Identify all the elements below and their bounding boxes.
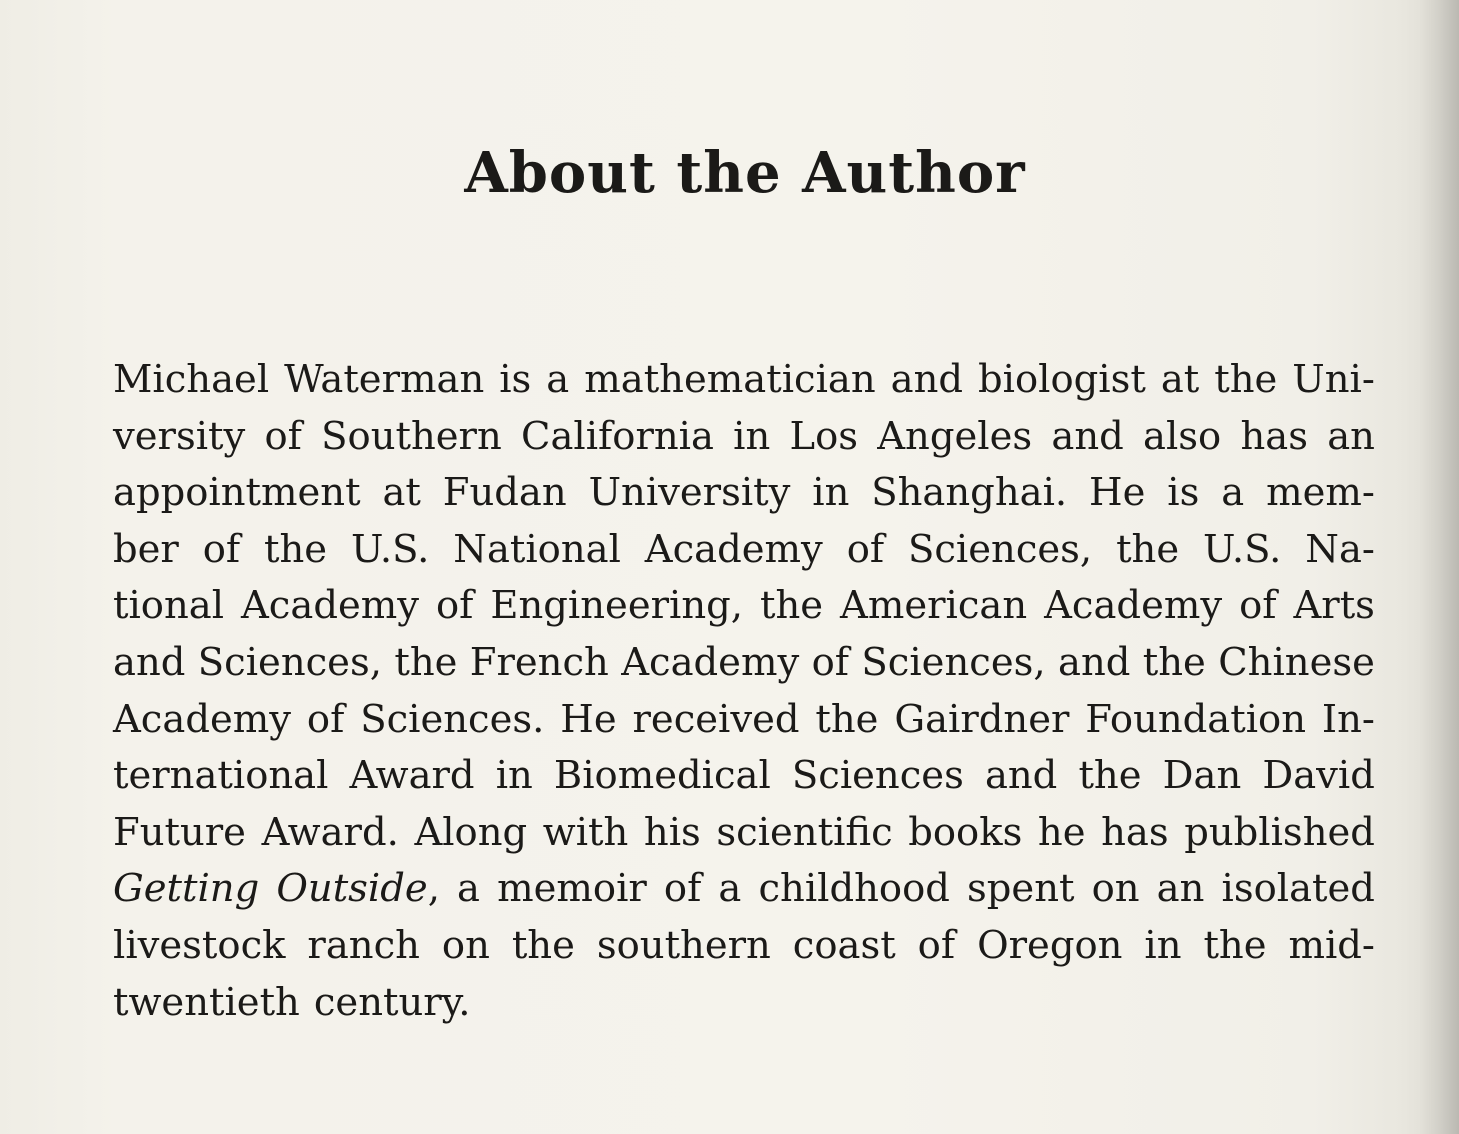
- bio-line: [113, 352, 1375, 409]
- bio-word: He: [560, 696, 617, 742]
- bio-line: [113, 975, 1375, 1032]
- bio-word: ber: [113, 526, 179, 572]
- bio-word: Los: [789, 413, 859, 459]
- bio-word: Na-: [1305, 526, 1375, 572]
- bio-word: of: [663, 866, 702, 912]
- bio-word: of: [846, 526, 885, 572]
- bio-word: at: [382, 470, 421, 516]
- bio-word: twentieth: [113, 979, 300, 1025]
- bio-word: at: [1160, 357, 1200, 402]
- bio-word: in: [495, 753, 533, 799]
- bio-word: mem-: [1266, 470, 1375, 516]
- bio-word: French: [469, 639, 609, 685]
- bio-word: Academy: [621, 639, 800, 685]
- bio-word: Academy: [1044, 583, 1223, 629]
- bio-word: Academy: [241, 583, 420, 629]
- bio-word: of: [202, 526, 241, 572]
- bio-word: livestock: [113, 922, 286, 968]
- bio-word: David: [1262, 753, 1375, 799]
- bio-word: the: [759, 583, 824, 629]
- bio-word: Engineering,: [490, 583, 744, 629]
- bio-word: a: [546, 357, 570, 402]
- bio-word: books: [908, 809, 1023, 855]
- bio-line: [113, 578, 1375, 635]
- bio-word: with: [542, 809, 629, 855]
- bio-word: the: [1142, 639, 1206, 685]
- bio-word: Along: [414, 809, 528, 855]
- bio-word: mid-: [1288, 922, 1375, 968]
- bio-word: Michael: [113, 357, 270, 402]
- bio-word: tional: [113, 583, 225, 629]
- bio-word: in: [812, 470, 850, 516]
- bio-word: the: [264, 526, 328, 572]
- author-bio: [113, 352, 1375, 1031]
- bio-line: [113, 522, 1375, 579]
- bio-line: [113, 918, 1375, 975]
- bio-word: He: [1089, 470, 1146, 516]
- bio-word: Getting: [113, 866, 260, 912]
- bio-word: and: [1057, 639, 1131, 685]
- bio-word: Sciences.: [360, 696, 545, 742]
- bio-word: and: [890, 357, 964, 402]
- bio-word: Future: [113, 809, 246, 855]
- bio-line: [113, 409, 1375, 466]
- bio-word: scientific: [716, 809, 893, 855]
- bio-word: Angeles: [877, 413, 1033, 459]
- bio-word: Fudan: [442, 470, 567, 516]
- bio-word: on: [1091, 866, 1140, 912]
- bio-word: Uni-: [1292, 357, 1375, 402]
- bio-line: [113, 465, 1375, 522]
- bio-word: Gairdner: [894, 696, 1070, 742]
- bio-line: [113, 805, 1375, 862]
- bio-word: received: [632, 696, 800, 742]
- bio-word: spent: [967, 866, 1075, 912]
- bio-word: biologist: [978, 357, 1146, 402]
- bio-word: Arts: [1293, 583, 1375, 629]
- bio-word: Dan: [1162, 753, 1242, 799]
- bio-word: southern: [596, 922, 771, 968]
- bio-word: Sciences: [791, 753, 964, 799]
- bio-word: Foundation: [1085, 696, 1307, 742]
- bio-word: an: [1156, 866, 1205, 912]
- bio-word: published: [1184, 809, 1375, 855]
- bio-word: a: [1221, 470, 1245, 516]
- bio-word: Chinese: [1218, 639, 1375, 685]
- bio-word: the: [1214, 357, 1278, 402]
- bio-word: childhood: [758, 866, 950, 912]
- bio-word: the: [1116, 526, 1180, 572]
- bio-word: century.: [313, 979, 471, 1025]
- bio-word: the: [511, 922, 575, 968]
- bio-word: the: [394, 639, 458, 685]
- bio-word: on: [441, 922, 490, 968]
- bio-word: versity: [113, 413, 246, 459]
- bio-word: of: [435, 583, 474, 629]
- bio-word: Award: [349, 753, 475, 799]
- bio-word: coast: [792, 922, 896, 968]
- bio-word: National: [453, 526, 621, 572]
- bio-word: Sciences,: [861, 639, 1046, 685]
- bio-word: University: [588, 470, 791, 516]
- bio-word: the: [815, 696, 879, 742]
- bio-line: [113, 635, 1375, 692]
- bio-word: mathematician: [584, 357, 876, 402]
- bio-word: Sciences,: [908, 526, 1093, 572]
- bio-word: memoir: [497, 866, 647, 912]
- bio-word: has: [1240, 413, 1308, 459]
- page-title: About the Author: [464, 140, 1026, 206]
- bio-word: in: [733, 413, 771, 459]
- bio-word: has: [1101, 809, 1169, 855]
- bio-line: [113, 748, 1375, 805]
- bio-word: and: [1051, 413, 1124, 459]
- bio-line: [113, 861, 1375, 918]
- bio-word: Oregon: [977, 922, 1123, 968]
- bio-word: appointment: [113, 470, 361, 516]
- bio-word: U.S.: [350, 526, 430, 572]
- bio-word: and: [113, 639, 186, 685]
- bio-word: a: [718, 866, 742, 912]
- bio-word: in: [1144, 922, 1182, 968]
- bio-word: Academy: [644, 526, 823, 572]
- bio-word: Outside,: [276, 866, 440, 912]
- bio-word: is: [1167, 470, 1200, 516]
- bio-word: the: [1203, 922, 1267, 968]
- bio-line: [113, 692, 1375, 749]
- bio-word: American: [840, 583, 1028, 629]
- bio-word: Academy: [113, 696, 292, 742]
- bio-word: also: [1143, 413, 1222, 459]
- bio-word: of: [306, 696, 345, 742]
- bio-word: Shanghai.: [871, 470, 1068, 516]
- bio-word: isolated: [1221, 866, 1375, 912]
- bio-word: a: [457, 866, 480, 912]
- bio-word: U.S.: [1203, 526, 1282, 572]
- bio-word: Waterman: [284, 357, 485, 402]
- bio-word: is: [499, 357, 532, 402]
- bio-word: ternational: [113, 753, 329, 799]
- bio-word: and: [984, 753, 1058, 799]
- bio-word: Southern: [321, 413, 502, 459]
- bio-word: an: [1327, 413, 1375, 459]
- bio-word: he: [1037, 809, 1086, 855]
- bio-word: Biomedical: [553, 753, 771, 799]
- bio-word: of: [1239, 583, 1277, 629]
- bio-word: of: [917, 922, 956, 968]
- bio-word: ranch: [307, 922, 420, 968]
- bio-word: of: [264, 413, 302, 459]
- bio-word: California: [520, 413, 714, 459]
- bio-word: of: [811, 639, 850, 685]
- bio-word: his: [643, 809, 701, 855]
- bio-word: Sciences,: [197, 639, 382, 685]
- bio-word: Award.: [261, 809, 399, 855]
- bio-word: In-: [1321, 696, 1375, 742]
- bio-word: the: [1078, 753, 1142, 799]
